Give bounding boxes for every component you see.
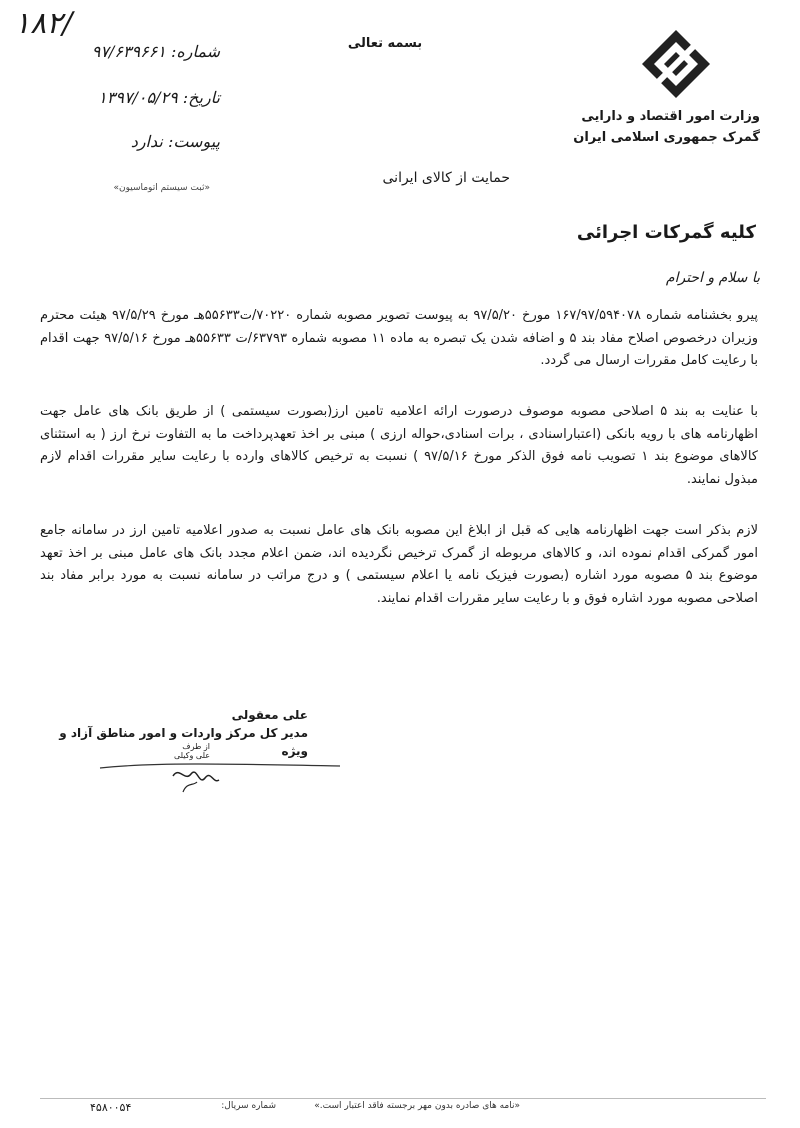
slogan: حمایت از کالای ایرانی — [382, 170, 510, 186]
automation-registration-note: «ثبت سیستم اتوماسیون» — [113, 183, 210, 193]
signer-name: علی معقولی — [231, 708, 308, 722]
letter-number: شماره: ۹۷/۶۳۹۶۶۱ — [91, 42, 220, 61]
greeting: با سلام و احترام — [665, 270, 760, 286]
ministry-name: وزارت امور اقتصاد و دارایی — [581, 109, 760, 124]
customs-logo-icon — [640, 28, 712, 100]
signer-title: مدیر کل مرکز واردات و امور مناطق آزاد و ویژه — [59, 726, 308, 758]
handwritten-corner-number: ۱۸۲/ — [14, 6, 73, 41]
footer-divider — [40, 1098, 766, 1099]
handwritten-signature-icon — [95, 752, 345, 802]
footer-validity-note: «نامه های صادره بدون مهر برجسته فاقد اعتبار است.» — [314, 1101, 520, 1111]
body-paragraph-3: لازم بذکر است جهت اظهارنامه هایی که قبل از ابلاغ این مصوبه بانک های عامل نسبت به صدور اعلامیه تامین ارز در سامانه جامع امور گمرکی اقدام نموده اند، و کالاهای مربوطه از گمرک ترخیص نگردیده اند، ضمن اعلام مجدد بانک های عامل مبنی بر اخذ تعهد موضوع بند ۵ مصوبه مورد اشاره (بصورت فیزیک نامه یا اعلام سیستمی ) و درج مراتب در سامانه نسبت به مورد برابر مفاد بند اصلاحی مصوبه مورد اشاره فوق و با رعایت سایر مقررات اقدام نمایند. — [40, 523, 758, 606]
ministry-block — [556, 106, 760, 148]
serial-number-value: ۴۵۸۰۰۵۴ — [90, 1101, 132, 1114]
letter-attachment: پیوست: ندارد — [130, 132, 220, 151]
body-paragraph-1: پیرو بخشنامه شماره ۱۶۷/۹۷/۵۹۴۰۷۸ مورخ ۹۷/۵/۲۰ به پیوست تصویر مصوبه شماره ۷۰۲۲۰/ت۵۵۶۳۳هـ مورخ ۹۷/۵/۲۹ هیئت محترم وزیران درخصوص اصلاح مفاد بند ۵ و اضافه شدن یک تبصره به ماده ۱۱ مصوبه شماره ۶۳۷۹۳/ت ۵۵۶۳۳هـ مورخ ۹۷/۵/۱۶ جهت اقدام با رعایت کامل مقررات ارسال می گردد. — [40, 308, 758, 368]
organization-name: گمرک جمهوری اسلامی ایران — [573, 130, 760, 145]
on-behalf-prefix: از طرف — [182, 742, 210, 751]
letter-date: تاریخ: ۱۳۹۷/۰۵/۲۹ — [98, 88, 220, 107]
bismillah-heading: بسمه تعالی — [347, 36, 423, 51]
on-behalf-name: علی وکیلی — [173, 751, 210, 760]
recipient-heading: کلیه گمرکات اجرائی — [576, 222, 756, 243]
serial-number-label: شماره سریال: — [221, 1101, 276, 1111]
body-paragraph-2: با عنایت به بند ۵ اصلاحی مصوبه موصوف درصورت ارائه اعلامیه تامین ارز(بصورت سیستمی ) از طریق بانک های عامل جهت اظهارنامه های با رویه بانکی (اعتباراسنادی ، برات اسنادی،حواله ارزی ) مبنی بر اخذ تعهدپرداخت ما به التفاوت نرخ ارز ( به استثنای کالاهای موضوع بند ۱ تصویب نامه فوق الذکر مورخ ۹۷/۵/۱۶ ) نسبت به ترخیص کالاهای وارده با رعایت سایر مقررات اقدام لازم مبذول نمایند. — [40, 404, 759, 487]
